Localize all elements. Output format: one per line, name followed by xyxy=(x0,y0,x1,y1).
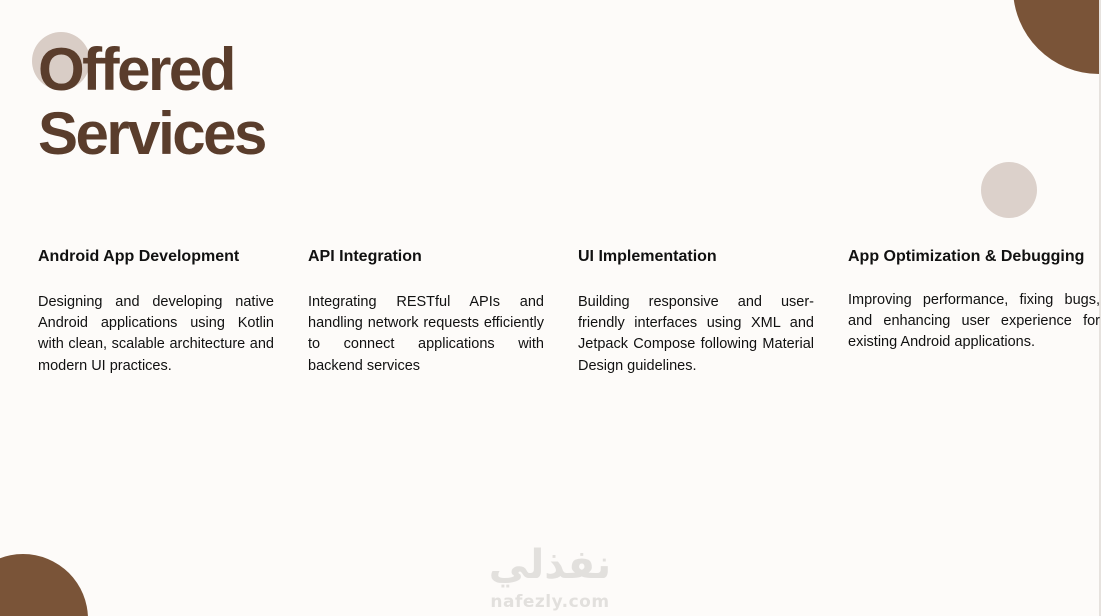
nafezly-watermark xyxy=(470,540,630,613)
watermark-arabic-text: نفذلي xyxy=(488,542,612,588)
decorative-circle-top-right xyxy=(1013,0,1101,74)
service-api-integration xyxy=(308,245,544,377)
service-heading: API Integration xyxy=(308,248,422,265)
service-heading: UI Implementation xyxy=(578,248,717,265)
service-description: Improving performance, fixing bugs, and enhancing user experience for existing Android applications. xyxy=(848,292,1100,351)
decorative-circle-right xyxy=(981,162,1037,218)
service-app-optimization-debugging xyxy=(848,245,1100,354)
service-android-app-development xyxy=(38,245,274,377)
service-description: Building responsive and user-friendly interfaces using XML and Jetpack Compose following Material Design guidelines. xyxy=(578,294,814,374)
decorative-circle-bottom-left xyxy=(0,554,88,616)
service-description: Integrating RESTful APIs and handling network requests efficiently to connect applications with backend services xyxy=(308,294,544,374)
slide-title: Offered Services xyxy=(38,36,265,167)
service-heading: Android App Development xyxy=(38,248,240,265)
service-ui-implementation xyxy=(578,245,814,377)
service-heading: App Optimization & Debugging xyxy=(848,248,1085,265)
service-description: Designing and developing native Android applications using Kotlin with clean, scalable architecture and modern UI practices. xyxy=(38,294,274,374)
watermark-url-text: nafezly.com xyxy=(490,592,610,612)
